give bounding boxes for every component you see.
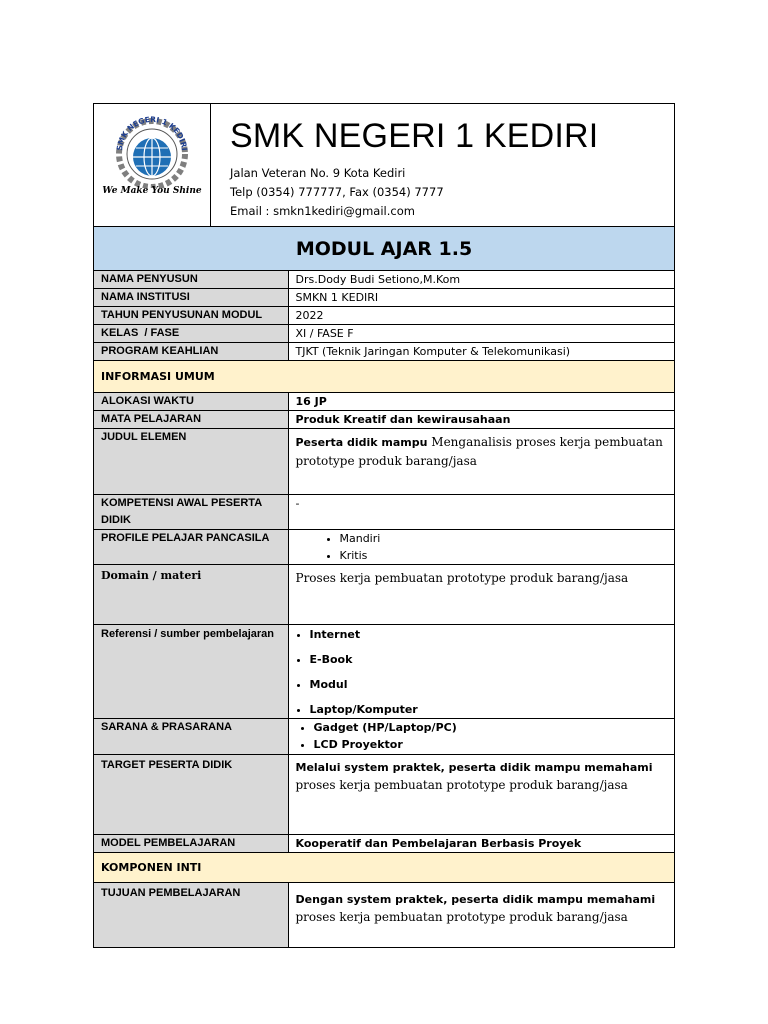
row-label: Domain / materi [94,565,288,625]
row-label: KOMPETENSI AWAL PESERTA DIDIK [94,495,288,530]
module-title: MODUL AJAR 1.5 [94,227,674,271]
target-prefix: Melalui system praktek, peserta didik mampu memahami [295,761,653,774]
row-label: TAHUN PENYUSUNAN MODUL [94,307,288,325]
table-row [94,565,674,625]
table-row [94,325,674,343]
row-label: ALOKASI WAKTU [94,393,288,411]
row-value [288,719,674,755]
row-label: TARGET PESERTA DIDIK [94,755,288,835]
school-name: SMK NEGERI 1 KEDIRI [230,117,599,155]
table-row [94,411,674,429]
row-label: Referensi / sumber pembelajaran [94,625,288,719]
table-row [94,289,674,307]
row-value: - [288,495,674,530]
row-value: XI / FASE F [288,325,674,343]
row-label: SARANA & PRASARANA [94,719,288,755]
table-row [94,835,674,853]
module-document [93,103,675,948]
row-label: PROGRAM KEAHLIAN [94,343,288,361]
list-item: • Mandiri [340,530,668,547]
list-item: • LCD Proyektor [314,736,668,753]
school-info [211,104,598,226]
table-row [94,883,674,947]
row-label: TUJUAN PEMBELAJARAN [94,883,288,947]
logo-ring-text: SMK NEGERI 1 KEDIRI [114,114,189,152]
row-value [288,883,674,947]
tujuan-text: proses kerja pembuatan prototype produk barang/jasa [295,910,628,924]
section-row [94,853,674,883]
row-value: Produk Kreatif dan kewirausahaan [288,411,674,429]
list-item: • E-Book [310,651,668,668]
school-motto: We Make You Shine [102,186,202,196]
school-phone: Telp (0354) 777777, Fax (0354) 7777 [230,185,444,199]
row-label: NAMA INSTITUSI [94,289,288,307]
row-label: PROFILE PELAJAR PANCASILA [94,530,288,565]
row-value [288,429,674,495]
table-row [94,393,674,411]
table-row [94,625,674,719]
school-header [94,104,674,227]
row-value: Kooperatif dan Pembelajaran Berbasis Proyek [288,835,674,853]
row-label: MODEL PEMBELAJARAN [94,835,288,853]
row-value [288,755,674,835]
row-value: Proses kerja pembuatan prototype produk barang/jasa [288,565,674,625]
judul-text: Menganalisis proses kerja pembuatan prototype produk barang/jasa [295,435,663,468]
row-label: MATA PELAJARAN [94,411,288,429]
section-heading-komponen-inti: KOMPONEN INTI [94,853,674,883]
judul-prefix: Peserta didik mampu [295,436,432,449]
row-value [288,625,674,719]
table-row [94,429,674,495]
table-row [94,530,674,565]
list-item: • Kritis [340,547,668,564]
row-value: Drs.Dody Budi Setiono,M.Kom [288,271,674,289]
row-value: SMKN 1 KEDIRI [288,289,674,307]
row-label: JUDUL ELEMEN [94,429,288,495]
section-row [94,361,674,393]
list-item: • Laptop/Komputer [310,701,668,718]
school-address: Jalan Veteran No. 9 Kota Kediri [230,166,406,180]
school-email: Email : smkn1kediri@gmail.com [230,204,415,218]
table-row [94,307,674,325]
list-item: • Internet [310,626,668,643]
row-value: 2022 [288,307,674,325]
row-value: 16 JP [288,393,674,411]
table-row [94,343,674,361]
section-heading-informasi-umum: INFORMASI UMUM [94,361,674,393]
table-row [94,755,674,835]
row-label: NAMA PENYUSUN [94,271,288,289]
table-row [94,271,674,289]
table-row [94,495,674,530]
row-value [288,530,674,565]
school-logo [94,104,211,226]
list-item: • Gadget (HP/Laptop/PC) [314,719,668,736]
module-table [94,271,674,947]
tujuan-prefix: Dengan system praktek, peserta didik mampu memahami [295,893,656,906]
gear-globe-logo-icon [106,110,198,188]
target-text: proses kerja pembuatan prototype produk barang/jasa [295,778,628,792]
row-label: KELAS / FASE [94,325,288,343]
table-row [94,719,674,755]
list-item: • Modul [310,676,668,693]
row-value: TJKT (Teknik Jaringan Komputer & Telekomunikasi) [288,343,674,361]
